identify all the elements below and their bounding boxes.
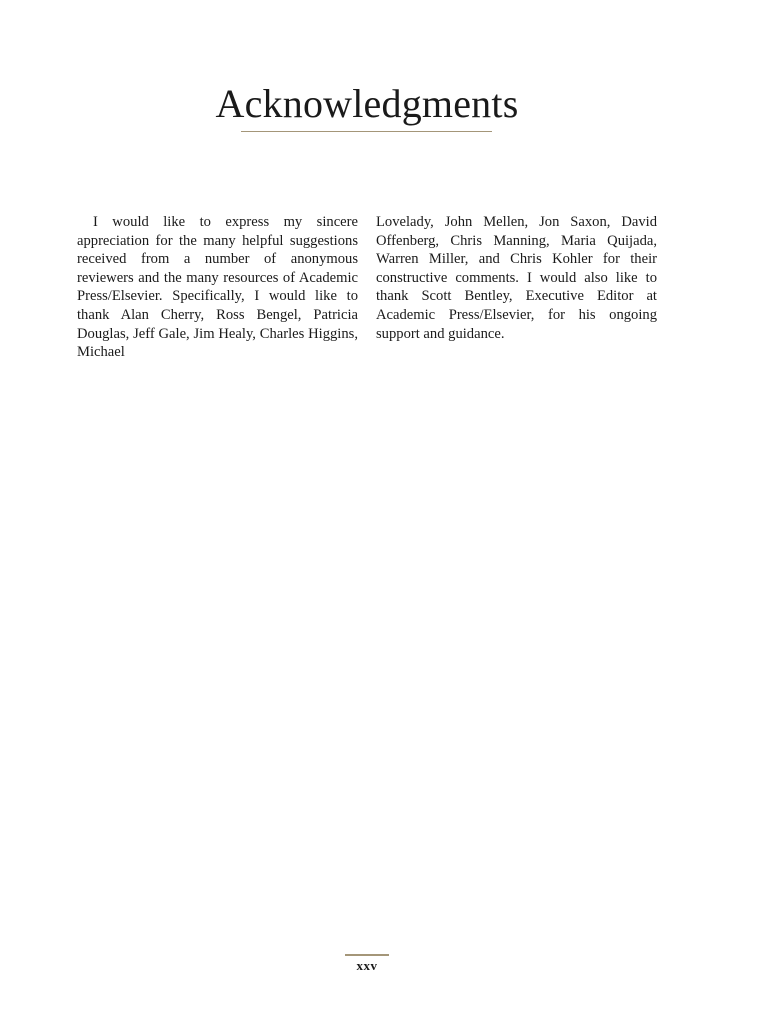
- folio-rule: [345, 954, 389, 956]
- body-paragraph-left: I would like to express my sincere appreciation for the many helpful suggestions received from a number of anonymous reviewers and the many resources of Academic Press/Elsevier. Specifically, I would like to thank Alan Cherry, Ross Bengel, Patricia Douglas, Jeff Gale, Jim Healy, Charles Higgins, Michael: [77, 214, 358, 361]
- body-paragraph-right: Lovelady, John Mellen, Jon Saxon, David Offenberg, Chris Manning, Maria Quijada, Warren Miller, and Chris Kohler for their constructive comments. I would also like to thank Scott Bentley, Executive Editor at Academic Press/Elsevier, for his ongoing support and guidance.: [376, 214, 657, 342]
- body-column-left: [77, 213, 358, 362]
- page-number: xxv: [356, 958, 378, 973]
- page-title: Acknowledgments: [215, 81, 519, 126]
- body-column-right: [376, 213, 657, 343]
- title-underline-rule: [241, 131, 492, 132]
